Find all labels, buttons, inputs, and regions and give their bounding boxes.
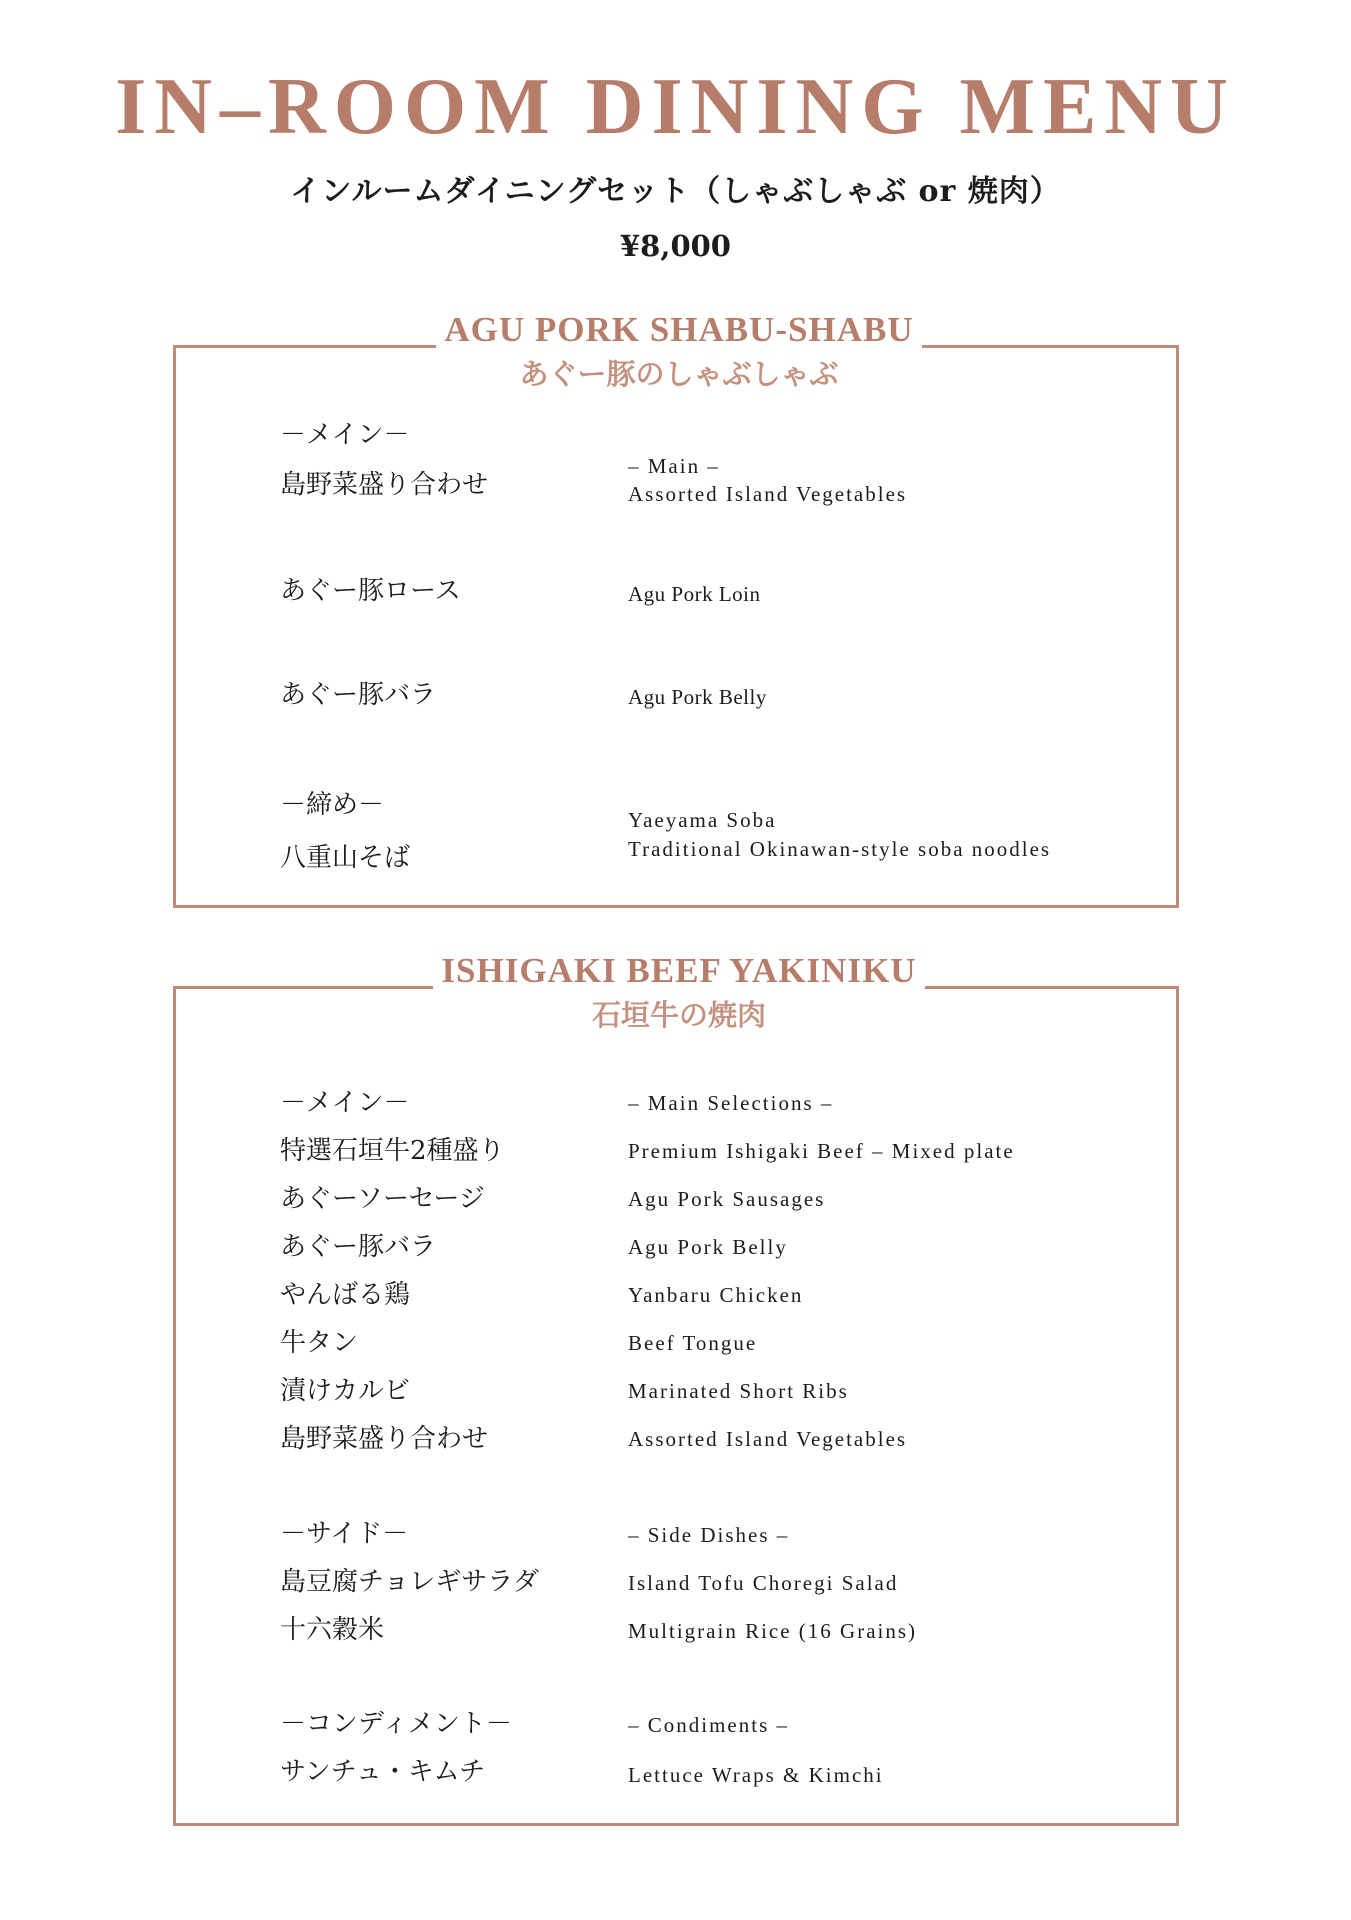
menu-item-jp: やんばる鶏	[280, 1280, 411, 1310]
main-label-jp: －メイン－	[280, 420, 410, 450]
menu-item-jp: サンチュ・キムチ	[280, 1757, 486, 1787]
menu-item-en: Agu Pork Belly	[628, 1235, 788, 1259]
menu-item-en: Agu Pork Belly	[628, 685, 767, 709]
menu-item-jp: 牛タン	[280, 1328, 359, 1358]
menu-item-jp: あぐー豚バラ	[280, 1232, 437, 1262]
shabu-shabu-heading	[176, 306, 1182, 394]
menu-item-en: Agu Pork Loin	[628, 582, 761, 606]
menu-item-jp: 十六穀米	[280, 1615, 385, 1645]
menu-item-jp: あぐー豚バラ	[280, 680, 437, 710]
set-subtitle: インルームダイニングセット（しゃぶしゃぶ or 焼肉）	[290, 174, 1061, 209]
menu-item-jp: 漬けカルビ	[280, 1376, 411, 1406]
menu-item-jp: あぐーソーセージ	[280, 1184, 485, 1214]
menu-item-en: Beef Tongue	[628, 1331, 758, 1355]
shabu-shabu-section	[173, 310, 1179, 908]
menu-item-en: Premium Ishigaki Beef – Mixed plate	[628, 1139, 1015, 1163]
menu-item-jp: 島野菜盛り合わせ	[280, 470, 489, 500]
main-label-en: – Main –	[628, 454, 720, 478]
main-label-en: – Main Selections –	[628, 1091, 834, 1115]
shabu-shabu-title-en: AGU PORK SHABU-SHABU	[436, 306, 921, 354]
condiment-label-en: – Condiments –	[628, 1713, 790, 1737]
menu-item-en: Agu Pork Sausages	[628, 1187, 826, 1211]
menu-item-jp: 特選石垣牛2種盛り	[280, 1136, 505, 1166]
menu-item-jp: 八重山そば	[280, 843, 411, 873]
side-label-en: – Side Dishes –	[628, 1523, 790, 1547]
menu-item-jp: あぐー豚ロース	[280, 576, 461, 606]
yakiniku-heading	[176, 947, 1182, 1035]
menu-item-en: Island Tofu Choregi Salad	[628, 1571, 899, 1595]
menu-item-en: Yanbaru Chicken	[628, 1283, 804, 1307]
main-label-jp: －メイン－	[280, 1088, 410, 1118]
menu-item-en: Lettuce Wraps & Kimchi	[628, 1763, 884, 1787]
shabu-shabu-title-jp: あぐー豚のしゃぶしゃぶ	[519, 357, 839, 391]
condiment-label-jp: －コンディメント－	[280, 1709, 512, 1739]
menu-item-description: Traditional Okinawan-style soba noodles	[628, 837, 1052, 861]
menu-item-en: Assorted Island Vegetables	[628, 482, 908, 506]
yakiniku-title-jp: 石垣牛の焼肉	[591, 998, 766, 1032]
menu-item-jp: 島豆腐チョレギサラダ	[280, 1567, 539, 1597]
side-label-jp: －サイド－	[280, 1519, 409, 1549]
yakiniku-section	[173, 951, 1179, 1826]
menu-item-jp: 島野菜盛り合わせ	[280, 1424, 489, 1454]
menu-item-en: Marinated Short Ribs	[628, 1379, 849, 1403]
menu-title: IN–ROOM DINING MENU	[115, 63, 1236, 151]
menu-item-en: Multigrain Rice (16 Grains)	[628, 1619, 918, 1643]
yakiniku-title-en: ISHIGAKI BEEF YAKINIKU	[433, 947, 924, 995]
menu-item-en: Yaeyama Soba	[628, 808, 777, 832]
finish-label-jp: －締め－	[280, 790, 385, 820]
menu-item-en: Assorted Island Vegetables	[628, 1427, 908, 1451]
set-price: ¥8,000	[620, 229, 731, 263]
